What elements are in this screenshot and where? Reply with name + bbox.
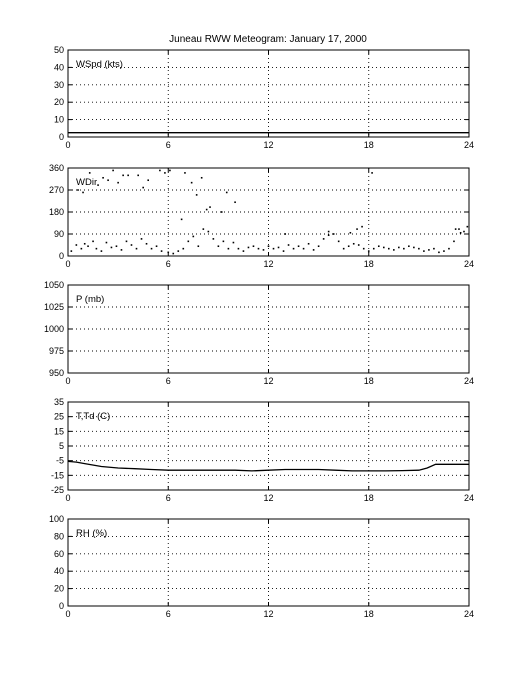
y-tick-label: 0	[58, 132, 64, 142]
x-tick-label: 12	[263, 259, 274, 269]
data-point	[393, 249, 395, 251]
y-tick-label: 360	[48, 163, 64, 173]
x-tick-label: 18	[363, 609, 374, 619]
data-point	[233, 242, 235, 244]
data-point	[455, 228, 457, 230]
data-point	[126, 241, 128, 243]
data-point	[343, 248, 345, 250]
data-point	[161, 250, 163, 252]
x-tick-label: 0	[65, 493, 71, 503]
x-tick-label: 0	[65, 140, 71, 150]
y-tick-label: 30	[53, 79, 64, 90]
plot-frame	[68, 519, 469, 606]
data-point	[146, 243, 148, 245]
x-tick-label: 18	[363, 493, 374, 503]
data-point	[238, 248, 240, 250]
data-point	[288, 244, 290, 246]
data-point	[293, 248, 295, 250]
data-point	[453, 241, 455, 243]
y-tick-label: 15	[53, 426, 64, 437]
data-point	[234, 201, 236, 203]
data-point	[373, 248, 375, 250]
x-tick-label: 0	[65, 609, 71, 619]
panels	[44, 45, 474, 619]
panel-label: WDir	[76, 177, 98, 188]
data-point	[122, 175, 124, 177]
y-tick-label: -25	[50, 485, 64, 495]
data-point	[418, 248, 420, 250]
data-point	[460, 232, 462, 234]
y-tick-label: 60	[53, 548, 64, 559]
data-point	[333, 233, 335, 235]
data-point	[191, 182, 193, 184]
data-point	[413, 247, 415, 249]
x-tick-label: 6	[165, 493, 171, 503]
panel-label: T,Td (C)	[76, 411, 111, 422]
panel-3	[44, 280, 474, 386]
data-point	[111, 247, 113, 249]
x-tick-label: 24	[463, 140, 475, 150]
data-point	[82, 192, 84, 194]
y-tick-label: 80	[53, 531, 64, 542]
x-tick-label: 24	[463, 609, 475, 619]
panel-label: P (mb)	[76, 294, 105, 305]
data-point	[223, 241, 225, 243]
data-point	[303, 248, 305, 250]
data-point	[356, 228, 358, 230]
data-point	[177, 250, 179, 252]
data-point	[141, 238, 143, 240]
x-tick-label: 12	[263, 493, 274, 503]
data-point	[81, 248, 83, 250]
data-point	[112, 170, 114, 172]
data-point	[198, 245, 200, 247]
x-tick-label: 18	[363, 376, 374, 386]
y-tick-label: 950	[48, 368, 64, 378]
data-point	[102, 177, 104, 179]
y-tick-label: 0	[58, 251, 64, 261]
data-point	[428, 249, 430, 251]
x-tick-label: 18	[363, 259, 374, 269]
x-tick-label: 12	[263, 140, 274, 150]
data-point	[188, 241, 190, 243]
panel-5	[49, 514, 474, 619]
x-tick-label: 6	[165, 609, 171, 619]
data-point	[433, 248, 435, 250]
data-point	[147, 179, 149, 181]
data-point	[463, 231, 465, 233]
data-point	[403, 248, 405, 250]
data-point	[283, 250, 285, 252]
data-point	[248, 247, 250, 249]
data-point	[77, 189, 79, 191]
x-tick-label: 24	[463, 259, 475, 269]
data-point	[181, 219, 183, 221]
x-tick-label: 12	[263, 376, 274, 386]
data-point	[278, 247, 280, 249]
data-point	[398, 247, 400, 249]
y-tick-label: 180	[48, 207, 64, 217]
data-point	[443, 250, 445, 252]
data-point	[268, 245, 270, 247]
data-point	[96, 248, 98, 250]
panel-label: WSpd (kts)	[76, 59, 123, 70]
panel-4	[51, 397, 474, 503]
data-point	[328, 231, 330, 233]
data-point	[97, 184, 99, 186]
data-point	[378, 245, 380, 247]
data-point	[196, 194, 198, 196]
data-point	[253, 245, 255, 247]
data-point	[328, 234, 330, 236]
data-point	[209, 206, 211, 208]
data-point	[228, 248, 230, 250]
y-tick-label: 25	[53, 411, 64, 422]
data-point	[243, 250, 245, 252]
data-point	[92, 241, 94, 243]
data-point	[298, 245, 300, 247]
data-point	[193, 236, 195, 238]
data-point	[169, 170, 171, 172]
y-tick-label: 35	[53, 397, 64, 407]
x-tick-label: 0	[65, 259, 71, 269]
data-point	[203, 228, 205, 230]
data-point	[213, 238, 215, 240]
data-point	[423, 250, 425, 252]
y-tick-label: 975	[48, 346, 64, 356]
y-tick-label: 40	[53, 566, 64, 577]
data-point	[408, 245, 410, 247]
y-tick-label: 270	[48, 185, 64, 195]
data-point	[84, 243, 86, 245]
data-point	[201, 177, 203, 179]
data-point	[137, 175, 139, 177]
y-tick-label: 100	[48, 514, 64, 524]
data-point	[348, 245, 350, 247]
data-point	[458, 228, 460, 230]
data-point	[184, 172, 186, 174]
data-point	[218, 245, 220, 247]
y-tick-label: 20	[53, 583, 64, 594]
data-point	[208, 231, 210, 233]
data-point	[308, 243, 310, 245]
data-point	[358, 244, 360, 246]
data-point	[121, 249, 123, 251]
data-point	[172, 253, 174, 255]
y-tick-label: -15	[50, 470, 64, 481]
y-tick-label: 40	[53, 62, 64, 73]
data-point	[273, 248, 275, 250]
data-point	[258, 248, 260, 250]
data-point	[284, 233, 286, 235]
data-point	[117, 182, 119, 184]
x-tick-label: 12	[263, 609, 274, 619]
data-point	[263, 249, 265, 251]
y-tick-label: 0	[58, 601, 64, 611]
data-point	[151, 248, 153, 250]
x-tick-label: 24	[463, 493, 475, 503]
data-point	[71, 250, 73, 252]
data-point	[182, 248, 184, 250]
data-point	[136, 248, 138, 250]
data-point	[318, 245, 320, 247]
data-point	[350, 232, 352, 234]
data-point	[363, 248, 365, 250]
x-tick-label: 6	[165, 376, 171, 386]
data-point	[323, 238, 325, 240]
data-point	[106, 242, 108, 244]
y-tick-label: -5	[55, 455, 64, 466]
data-point	[159, 170, 161, 172]
y-tick-label: 50	[53, 45, 64, 55]
data-point	[167, 252, 169, 254]
data-point	[313, 249, 315, 251]
data-point	[438, 252, 440, 254]
data-point	[107, 179, 109, 181]
data-point	[448, 248, 450, 250]
figure-title: Juneau RWW Meteogram: January 17, 2000	[169, 34, 367, 45]
panel-2	[49, 163, 474, 269]
data-point	[131, 244, 133, 246]
data-point	[87, 245, 89, 247]
y-tick-label: 5	[58, 441, 64, 451]
data-point	[226, 192, 228, 194]
y-tick-label: 10	[53, 114, 64, 125]
y-tick-label: 1000	[43, 324, 64, 334]
data-point	[353, 243, 355, 245]
data-point	[76, 244, 78, 246]
y-tick-label: 20	[53, 97, 64, 108]
data-point	[388, 248, 390, 250]
data-point	[89, 172, 91, 174]
data-point	[156, 245, 158, 247]
x-tick-label: 0	[65, 376, 71, 386]
data-point	[467, 226, 469, 228]
data-point	[164, 172, 166, 174]
panel-label: RH (%)	[76, 528, 108, 539]
data-point	[383, 247, 385, 249]
data-point	[206, 209, 208, 211]
data-point	[361, 226, 363, 228]
data-point	[127, 175, 129, 177]
data-point	[142, 187, 144, 189]
y-tick-label: 1025	[43, 302, 64, 312]
data-point	[338, 241, 340, 243]
x-tick-label: 6	[165, 140, 171, 150]
panel-1	[54, 45, 474, 150]
x-tick-label: 6	[165, 259, 171, 269]
x-tick-label: 18	[363, 140, 374, 150]
y-tick-label: 1050	[43, 280, 64, 290]
data-point	[116, 245, 118, 247]
data-point	[368, 250, 370, 252]
data-point	[371, 172, 373, 174]
data-point	[101, 250, 103, 252]
plot-frame	[68, 50, 469, 137]
x-tick-label: 24	[463, 376, 475, 386]
y-tick-label: 90	[53, 229, 64, 239]
data-point	[221, 211, 223, 213]
